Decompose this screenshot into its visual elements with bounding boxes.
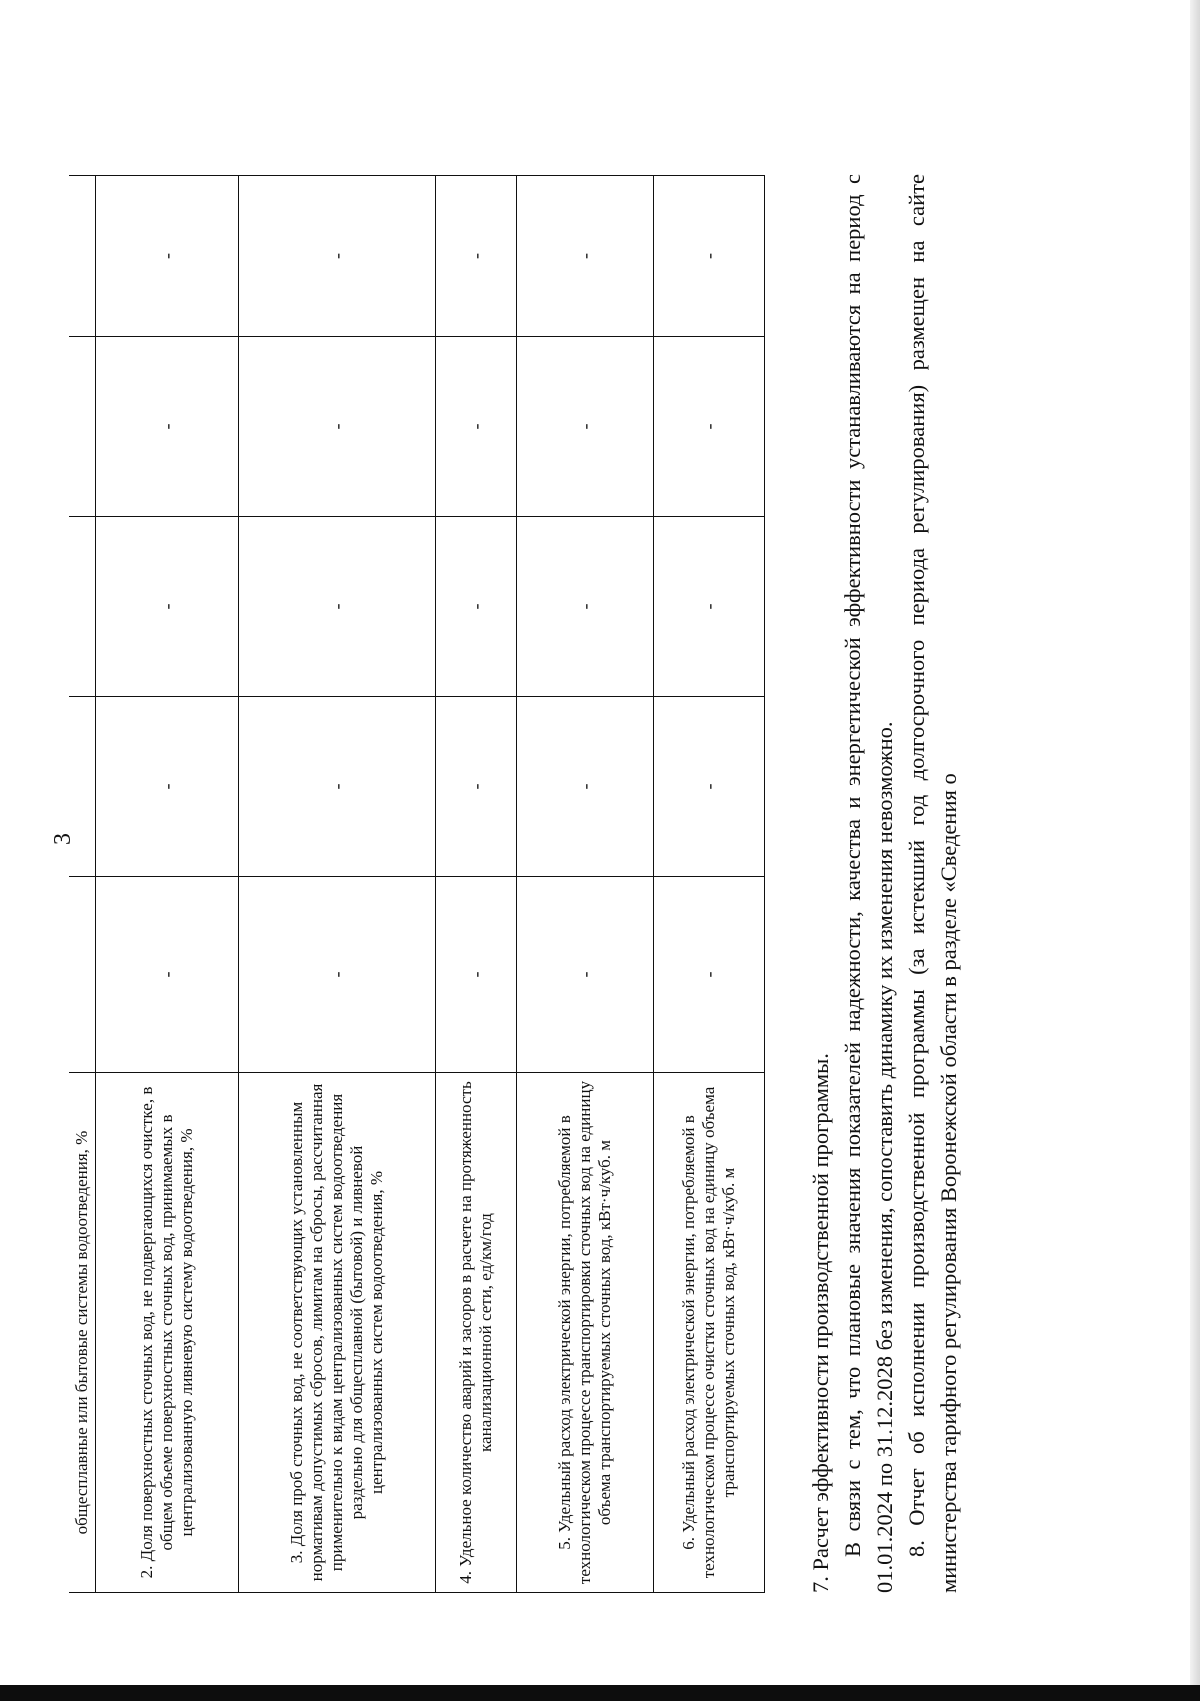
indicator-name: 6. Удельный расход электрической энергии, потребляемой в технологическом процессе очистки сточных вод на единицу объема транспортируемых сточных вод, кВт·ч/куб. м bbox=[654, 1073, 765, 1593]
scan-edge bbox=[1190, 0, 1200, 1685]
indicator-value: - bbox=[654, 337, 765, 517]
indicator-value: - bbox=[436, 517, 517, 697]
indicator-name: 3. Доля проб сточных вод, не соответствующих установленным нормативам допустимых сбросов, лимитам на сбросы, рассчитанная применительно к видам централизованных систем водоотведения раздельно для общесплавной (бытовой) и ливневой централизованных систем водоотведения, % bbox=[239, 1073, 436, 1593]
indicator-name: общесплавные или бытовые системы водоотведения, % bbox=[69, 1073, 96, 1593]
indicator-name: 5. Удельный расход электрической энергии, потребляемой в технологическом процессе транспортировки сточных вод на единицу объема транспортируемых сточных вод, кВт·ч/куб. м bbox=[517, 1073, 654, 1593]
indicator-value bbox=[69, 877, 96, 1073]
indicator-value: - bbox=[654, 517, 765, 697]
indicator-value: - bbox=[654, 697, 765, 877]
indicator-value: - bbox=[517, 697, 654, 877]
body-text bbox=[805, 174, 965, 1593]
indicator-value: - bbox=[96, 697, 239, 877]
indicator-name: 4. Удельное количество аварий и засоров в расчете на протяженность канализационной сети, ед/км/год bbox=[436, 1073, 517, 1593]
indicator-value: - bbox=[96, 176, 239, 337]
indicator-value bbox=[69, 176, 96, 337]
document-page bbox=[5, 55, 1135, 1615]
indicator-value: - bbox=[239, 517, 436, 697]
indicator-value: - bbox=[239, 176, 436, 337]
table-row bbox=[69, 176, 96, 1593]
indicator-value: - bbox=[239, 877, 436, 1073]
indicator-value: - bbox=[517, 877, 654, 1073]
section-7-heading: 7. Расчет эффективности производственной программы. bbox=[808, 1053, 833, 1593]
indicator-value: - bbox=[436, 877, 517, 1073]
indicator-value: - bbox=[239, 337, 436, 517]
indicator-value bbox=[69, 337, 96, 517]
indicator-value: - bbox=[96, 877, 239, 1073]
indicators-table bbox=[69, 175, 765, 1593]
indicator-value: - bbox=[96, 337, 239, 517]
indicator-value: - bbox=[436, 176, 517, 337]
page-number: 3 bbox=[50, 833, 76, 845]
indicator-value: - bbox=[517, 176, 654, 337]
indicator-value: - bbox=[517, 337, 654, 517]
indicator-value: - bbox=[654, 176, 765, 337]
section-7-paragraph: В связи с тем, что плановые значения показателей надежности, качества и энергетической эффективности устанавливаются на период с 01.01.2024 по 31.12.2028 без изменения, сопоставить динамику их изменения невозможно. bbox=[840, 174, 897, 1593]
indicator-value bbox=[69, 697, 96, 877]
table-row bbox=[517, 176, 654, 1593]
scan-border bbox=[0, 1685, 1200, 1701]
section-8-paragraph: 8. Отчет об исполнении производственной программы (за истекший год долгосрочного периода регулирования) размещен на сайте министерства тарифного регулирования Воронежской области в разделе «Сведения о bbox=[904, 174, 961, 1593]
indicator-value: - bbox=[96, 517, 239, 697]
indicator-value: - bbox=[436, 697, 517, 877]
table-row bbox=[239, 176, 436, 1593]
table-row bbox=[436, 176, 517, 1593]
table-row bbox=[96, 176, 239, 1593]
indicator-value: - bbox=[436, 337, 517, 517]
indicator-value: - bbox=[517, 517, 654, 697]
indicator-value: - bbox=[654, 877, 765, 1073]
indicator-name: 2. Доля поверхностных сточных вод, не подвергающихся очистке, в общем объеме поверхностных сточных вод, принимаемых в централизованную ливневую систему водоотведения, % bbox=[96, 1073, 239, 1593]
indicator-value bbox=[69, 517, 96, 697]
indicator-value: - bbox=[239, 697, 436, 877]
table-row bbox=[654, 176, 765, 1593]
